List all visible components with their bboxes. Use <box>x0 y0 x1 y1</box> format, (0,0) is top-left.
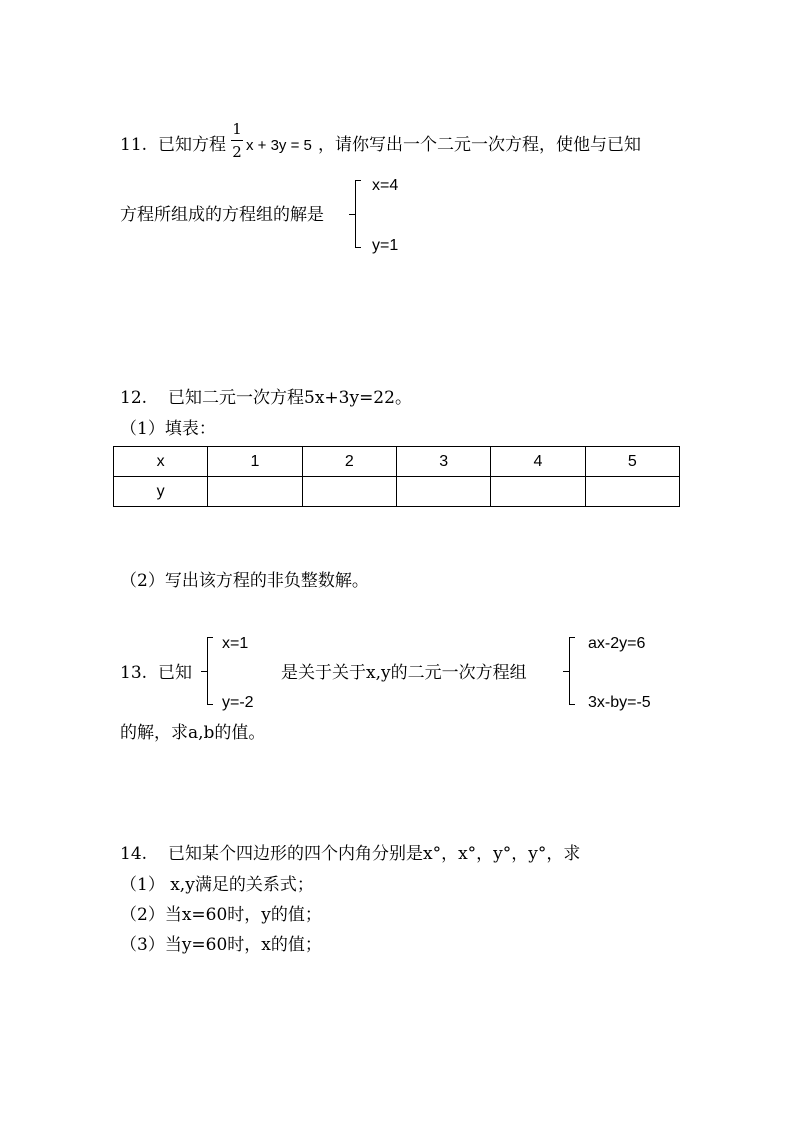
q14-part2: （2）当x=60时，y的值； <box>120 905 322 925</box>
q11-sol-y: y=1 <box>372 237 399 254</box>
q13-mid: 是关于关于x,y的二元一次方程组 <box>281 663 527 683</box>
q12-part1: （1）填表： <box>120 419 216 439</box>
q12-text: 已知二元一次方程5x+3y=22。 <box>168 388 412 408</box>
q11-brace <box>355 180 356 248</box>
table-cell: 1 <box>208 447 302 477</box>
q13-number: 13. <box>120 663 148 683</box>
q13-eq2: 3x-by=-5 <box>588 694 651 711</box>
table-row <box>114 447 680 477</box>
q11-frac-num: 1 <box>232 120 242 138</box>
q12-number: 12. <box>120 388 148 408</box>
q13-line2: 的解，求a,b的值。 <box>120 723 266 743</box>
q14-number: 14. <box>120 844 148 864</box>
answer-cell[interactable] <box>302 477 396 507</box>
q11-number: 11. <box>120 135 148 155</box>
q13-eq1: ax-2y=6 <box>588 635 646 652</box>
table-cell: 4 <box>491 447 585 477</box>
q13-sol-y: y=-2 <box>222 694 254 711</box>
table-row <box>114 477 680 507</box>
answer-cell[interactable] <box>491 477 585 507</box>
q11-pre: 已知方程 <box>158 135 226 155</box>
q11-post: ，请你写出一个二元一次方程，使他与已知 <box>318 135 641 155</box>
q11-frac-den: 2 <box>232 143 242 161</box>
q12-value-table <box>113 446 680 507</box>
q11-equation: x + 3y = 5 <box>246 137 312 154</box>
table-cell: x <box>114 447 208 477</box>
answer-cell[interactable] <box>208 477 302 507</box>
q14-part1: （1） x,y满足的关系式； <box>120 875 314 895</box>
table-cell: 5 <box>585 447 679 477</box>
q14-text: 已知某个四边形的四个内角分别是x°，x°，y°，y°，求 <box>168 844 581 864</box>
table-cell: y <box>114 477 208 507</box>
table-cell: 3 <box>396 447 490 477</box>
answer-cell[interactable] <box>396 477 490 507</box>
q13-solution-brace <box>207 637 208 705</box>
q11-sol-x: x=4 <box>372 177 399 194</box>
q13-pre: 已知 <box>158 663 192 683</box>
q11-line2: 方程所组成的方程组的解是 <box>120 205 324 225</box>
answer-cell[interactable] <box>585 477 679 507</box>
q13-sol-x: x=1 <box>222 635 249 652</box>
q11-fraction <box>231 120 243 161</box>
table-cell: 2 <box>302 447 396 477</box>
q14-part3: （3）当y=60时，x的值； <box>120 935 322 955</box>
q13-system-brace <box>569 637 570 705</box>
q12-part2: （2）写出该方程的非负整数解。 <box>120 571 369 591</box>
